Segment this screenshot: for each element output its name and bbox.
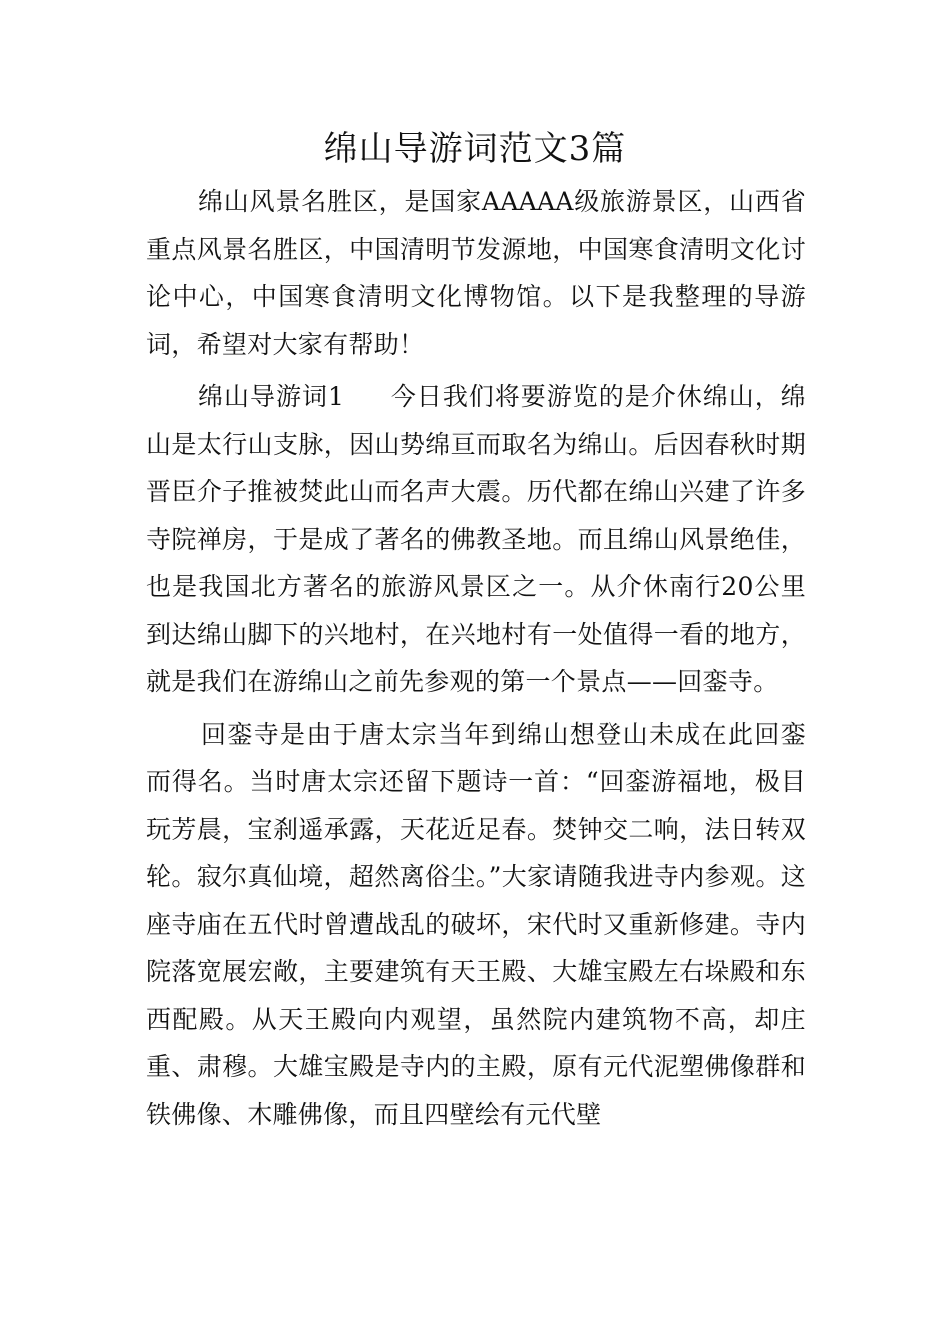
paragraph-huiluan-temple xyxy=(146,711,806,1139)
paragraph-huiluan-temple-text: 回銮寺是由于唐太宗当年到绵山想登山未成在此回銮而得名。当时唐太宗还留下题诗一首：“回銮游福地，极目玩芳晨，宝刹遥承露，天花近足春。焚钟交二响，法日转双轮。寂尔真仙境，超然离俗尘。”大家请随我进寺内参观。这座寺庙在五代时曾遭战乱的破坏，宋代时又重新修建。寺内院落宽展宏敞，主要建筑有天王殿、大雄宝殿左右垛殿和东西配殿。从天王殿向内观望，虽然院内建筑物不高，却庄重、肃穆。大雄宝殿是寺内的主殿，原有元代泥塑佛像群和铁佛像、木雕佛像，而且四壁绘有元代壁 xyxy=(146,719,806,1129)
document-title: 绵山导游词范文3篇 xyxy=(323,129,627,169)
paragraph-intro xyxy=(146,178,806,368)
paragraph-intro-text: 绵山风景名胜区，是国家AAAAA级旅游景区，山西省重点风景名胜区，中国清明节发源地，中国寒食清明文化讨论中心，中国寒食清明文化博物馆。以下是我整理的导游词，希望对大家有帮助！ xyxy=(146,187,806,359)
paragraph-guide-1-text: 今日我们将要游览的是介休绵山，绵山是太行山支脉，因山势绵亘而取名为绵山。后因春秋时期晋臣介子推被焚此山而名声大震。历代都在绵山兴建了许多寺院禅房，于是成了著名的佛教圣地。而且绵山风景绝佳，也是我国北方著名的旅游风景区之一。从介休南行20公里到达绵山脚下的兴地村，在兴地村有一处值得一看的地方，就是我们在游绵山之前先参观的第一个景点——回銮寺。 xyxy=(146,382,806,696)
document-body xyxy=(146,178,806,1143)
paragraph-guide-1 xyxy=(146,373,806,706)
section-heading: 绵山导游词1 xyxy=(198,382,345,411)
